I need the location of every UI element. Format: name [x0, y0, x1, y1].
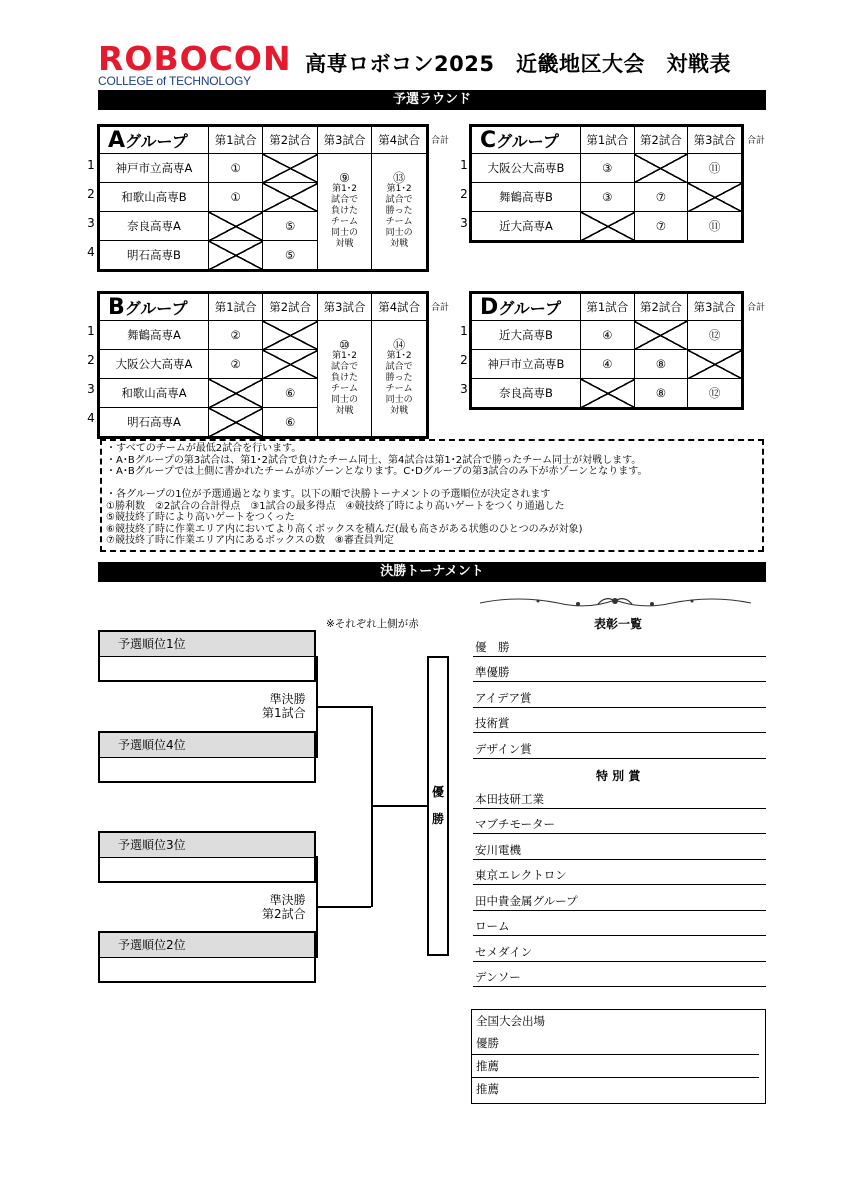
champion-box: [427, 656, 449, 956]
match-cell: ①: [209, 154, 263, 183]
team-name: 和歌山高専A: [99, 379, 209, 408]
blank-cell: [99, 293, 209, 321]
header-m4: 第4試合: [372, 293, 428, 321]
blank-cell: [471, 293, 581, 321]
match-cell: ⑤: [263, 212, 317, 241]
header-m3: 第3試合: [688, 126, 743, 154]
awards-title: 表彰一覧: [594, 617, 643, 631]
total-label: 合計: [747, 136, 766, 146]
note-line: ①勝利数 ②2試合の合計得点 ③1試合の最多得点 ④競技終了時により高いゲートをつくり通過した: [106, 500, 565, 512]
row-num: 1: [460, 158, 468, 172]
crossed-cell: [688, 350, 743, 379]
match4-cell: ⑭ 第1･2 試合で 勝った チーム 同士の 対戦: [372, 321, 428, 438]
match3-cell: ⑩ 第1･2 試合で 負けた チーム 同士の 対戦: [317, 321, 371, 438]
crossed-cell: [634, 154, 688, 183]
crossed-cell: [634, 321, 688, 350]
bracket-line: [371, 706, 373, 907]
award-row: デンソー: [473, 968, 766, 987]
match-cell: ①: [209, 183, 263, 212]
group-b-title: Bグループ: [108, 295, 203, 321]
match-cell: ③: [581, 183, 635, 212]
match-cell: ⑧: [634, 379, 688, 409]
seed-slot-2: [98, 931, 316, 983]
match3-cell: ⑨ 第1･2 試合で 負けた チーム 同士の 対戦: [317, 154, 371, 271]
award-row: 技術賞: [473, 714, 766, 733]
final-tournament-bar: 決勝トーナメント: [98, 562, 766, 582]
match4-cell: ⑬ 第1･2 試合で 勝った チーム 同士の 対戦: [372, 154, 428, 271]
match-cell: ②: [209, 350, 263, 379]
seed-label: 予選順位1位: [100, 632, 314, 657]
row-num: 1: [460, 324, 468, 338]
page-title: 高専ロボコン2025 近畿地区大会 対戦表: [305, 52, 731, 76]
total-label: 合計: [431, 303, 450, 313]
team-name: 奈良高専B: [471, 379, 581, 409]
crossed-cell: [263, 321, 317, 350]
seed-label: 予選順位2位: [100, 933, 314, 958]
blank-cell: [99, 126, 209, 154]
match-cell: ③: [581, 154, 635, 183]
red-side-note: ※それぞれ上側が赤: [326, 618, 419, 630]
note-line: ⑤競技終了時により高いゲートをつくった: [106, 512, 295, 523]
award-row: セメダイン: [473, 943, 766, 962]
header-m2: 第2試合: [263, 126, 317, 154]
national-title: 全国大会出場: [476, 1014, 545, 1028]
logo-subtitle: COLLEGE of TECHNOLOGY: [98, 74, 251, 88]
ornament-icon: [478, 592, 753, 614]
robocon-logo: [98, 39, 292, 88]
semifinal-1-label: 準決勝 第1試合: [262, 692, 306, 720]
national-row: 推薦: [472, 1055, 759, 1078]
team-name: 神戸市立高専A: [99, 154, 209, 183]
header-m1: 第1試合: [581, 126, 635, 154]
team-name: 大阪公大高専A: [99, 350, 209, 379]
team-name: 近大高専A: [471, 212, 581, 242]
crossed-cell: [209, 379, 263, 408]
team-name: 神戸市立高専B: [471, 350, 581, 379]
header-m2: 第2試合: [634, 293, 688, 321]
award-row: 準優勝: [473, 663, 766, 682]
national-box: [471, 1009, 766, 1104]
match-cell: ⑥: [263, 408, 317, 438]
total-label: 合計: [747, 303, 766, 313]
crossed-cell: [209, 241, 263, 271]
award-row: 本田技研工業: [473, 790, 766, 809]
crossed-cell: [209, 408, 263, 438]
crossed-cell: [581, 379, 635, 409]
match-cell: ②: [209, 321, 263, 350]
prelim-round-bar: 予選ラウンド: [98, 90, 766, 110]
note-line: ・A･Bグループの第3試合は、第1･2試合で負けたチーム同士、第4試合は第1･2試合で勝ったチーム同士が対戦します。: [106, 454, 642, 466]
total-label: 合計: [431, 136, 450, 146]
header-m2: 第2試合: [263, 293, 317, 321]
row-num: 1: [87, 158, 95, 172]
row-num: 4: [87, 411, 95, 425]
seed-label: 予選順位4位: [100, 733, 314, 758]
final-char: 優: [431, 785, 444, 799]
bracket-line: [371, 805, 427, 807]
group-a-title: Aグループ: [108, 128, 203, 154]
note-line: ・各グループの1位が予選通過となります。以下の順で決勝トーナメントの予選順位が決定されます: [106, 489, 551, 500]
award-row: 優 勝: [473, 638, 766, 657]
group-d-title: Dグループ: [480, 295, 573, 321]
crossed-cell: [263, 154, 317, 183]
crossed-cell: [209, 212, 263, 241]
note-line: ・すべてのチームが最低2試合を行います。: [106, 443, 302, 454]
note-line: [106, 478, 762, 490]
award-row: 田中貴金属グループ: [473, 892, 766, 911]
team-name: 舞鶴高専A: [99, 321, 209, 350]
header-m1: 第1試合: [209, 293, 263, 321]
row-num: 2: [460, 187, 468, 201]
seed-label: 予選順位3位: [100, 833, 314, 858]
final-char: 勝: [431, 812, 444, 826]
group-a-table: [97, 124, 429, 272]
header-m3: 第3試合: [317, 293, 371, 321]
header-m4: 第4試合: [372, 126, 428, 154]
group-c-title: Cグループ: [480, 128, 573, 154]
header-m1: 第1試合: [209, 126, 263, 154]
award-row: ローム: [473, 917, 766, 936]
award-row: マブチモーター: [473, 815, 766, 834]
team-name: 明石高専B: [99, 241, 209, 271]
match-cell: ⑦: [634, 212, 688, 242]
rules-notes: [100, 439, 764, 552]
crossed-cell: [263, 350, 317, 379]
header-m2: 第2試合: [634, 126, 688, 154]
bracket-line: [316, 906, 371, 908]
match-cell: ⑫: [688, 379, 743, 409]
crossed-cell: [688, 183, 743, 212]
seed-slot-3: [98, 831, 316, 883]
national-row: 優勝: [472, 1032, 759, 1055]
match-cell: ⑪: [688, 212, 743, 242]
crossed-cell: [263, 183, 317, 212]
logo-wordmark: ROBOCON: [98, 39, 292, 78]
group-b-table: [97, 291, 429, 439]
row-num: 2: [87, 187, 95, 201]
group-c-table: [469, 124, 744, 243]
row-num: 3: [460, 216, 468, 230]
row-num: 2: [87, 353, 95, 367]
note-line: ⑥競技終了時に作業エリア内においてより高くボックスを積んだ(最も高さがある状態のひとつのみが対象): [106, 523, 583, 535]
match-cell: ⑧: [634, 350, 688, 379]
row-num: 3: [87, 382, 95, 396]
team-name: 明石高専A: [99, 408, 209, 438]
match-cell: ④: [581, 350, 635, 379]
match-cell: ⑦: [634, 183, 688, 212]
row-num: 4: [87, 245, 95, 259]
header-m3: 第3試合: [688, 293, 743, 321]
team-name: 近大高専B: [471, 321, 581, 350]
header-m1: 第1試合: [581, 293, 635, 321]
team-name: 和歌山高専B: [99, 183, 209, 212]
row-num: 3: [460, 382, 468, 396]
row-num: 2: [460, 353, 468, 367]
note-line: ・A･Bグループでは上側に書かれたチームが赤ゾーンとなります。C･Dグループの第3試合のみ下が赤ゾーンとなります。: [106, 466, 648, 477]
team-name: 大阪公大高専B: [471, 154, 581, 183]
group-d-table: [469, 291, 744, 410]
special-awards-title: 特 別 賞: [596, 769, 641, 783]
header-m3: 第3試合: [317, 126, 371, 154]
team-name: 奈良高専A: [99, 212, 209, 241]
match-cell: ④: [581, 321, 635, 350]
crossed-cell: [581, 212, 635, 242]
match-cell: ⑤: [263, 241, 317, 271]
seed-slot-1: [98, 630, 316, 682]
award-row: デザイン賞: [473, 740, 766, 759]
note-line: ⑦競技終了時に作業エリア内にあるボックスの数 ⑧審査員判定: [106, 535, 394, 546]
award-row: 東京エレクトロン: [473, 866, 766, 885]
match-cell: ⑪: [688, 154, 743, 183]
row-num: 1: [87, 324, 95, 338]
seed-slot-4: [98, 731, 316, 783]
award-row: アイデア賞: [473, 689, 766, 708]
match-cell: ⑥: [263, 379, 317, 408]
match-cell: ⑫: [688, 321, 743, 350]
team-name: 舞鶴高専B: [471, 183, 581, 212]
bracket-line: [316, 706, 371, 708]
semifinal-2-label: 準決勝 第2試合: [262, 893, 306, 921]
row-num: 3: [87, 216, 95, 230]
award-row: 安川電機: [473, 841, 766, 860]
blank-cell: [471, 126, 581, 154]
national-row: 推薦: [476, 1082, 499, 1096]
